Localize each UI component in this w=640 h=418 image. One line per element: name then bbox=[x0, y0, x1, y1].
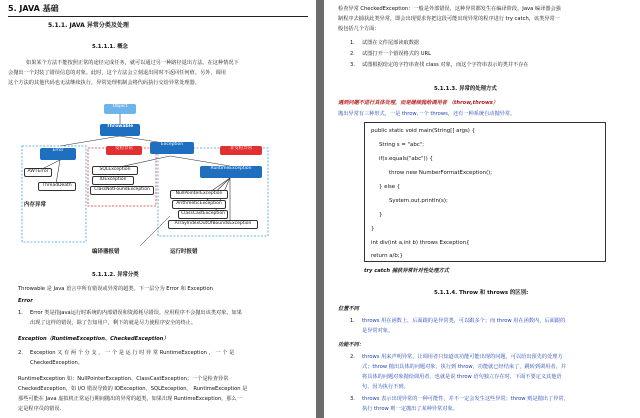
error-heading: Error bbox=[18, 298, 33, 304]
npe-box: NullPointerException bbox=[170, 190, 228, 199]
checked-item-number: 3. bbox=[350, 62, 355, 68]
code-line: if(s.equals("abc")) { bbox=[379, 156, 433, 162]
code-block bbox=[364, 122, 606, 262]
checked-item: 试图打开一个错误格式的 URL bbox=[362, 51, 432, 57]
code-line: throw new NumberFormatException(); bbox=[389, 170, 493, 176]
right-page bbox=[324, 0, 640, 418]
arithmetic-box: ArithmeticException bbox=[172, 200, 226, 209]
exception-heading: Exception（RuntimeException、CheckedException） bbox=[18, 336, 169, 342]
thread-death-box: ThreadDeath bbox=[38, 182, 76, 191]
error-line: Error 类是指java运行时系统的内部错误和资源耗尽错误。应用程序不会抛出该类对象。如果 bbox=[30, 310, 242, 316]
position-line: throws 用在函数上，后面跟的是异常类，可以跟多个；而 throw 用在函数内，后面跟的 bbox=[362, 318, 566, 324]
object-box: Object bbox=[104, 104, 136, 114]
function-item-number: 3. bbox=[350, 396, 355, 402]
io-exception-box: IOException bbox=[92, 176, 134, 185]
checked-line: 制程序去捕获此类异常，即会出现要求你把这段可能出现异常的程序进行 try catch，该类异常一 bbox=[338, 16, 560, 22]
checked-item: 试图根据给定的字符串查找 class 对象，而这个字符串表示的类并不存在 bbox=[362, 62, 529, 68]
function-line: throws 用来声明异常，让调用者只知道该功能可能出现的问题，可以给出预先的处理方 bbox=[362, 354, 563, 360]
code-line: public static void main(String[] args) { bbox=[371, 128, 476, 134]
error-line: 出现了这样的错误，除了告知用户，剩下的就是尽力使程序安全的终止。 bbox=[30, 320, 197, 326]
concept-line: 如果某个方法不能按照正常的途径完成任务，就可以通过另一种路径退出方法。在这种情况下 bbox=[26, 60, 239, 66]
types-intro: Throwable 是 Java 语言中所有错误或异常的超类。下一层分为 Error 和 Exception bbox=[18, 286, 213, 292]
function-heading: 功能不同： bbox=[338, 342, 364, 348]
code-line: int div(int a,int b) throws Exception{ bbox=[371, 240, 470, 246]
exception-box: Exception bbox=[150, 142, 194, 154]
code-line: } bbox=[379, 212, 383, 218]
code-line: System.out.println(s); bbox=[389, 198, 448, 204]
checked-line: 般包括几个方面： bbox=[338, 26, 380, 32]
position-item-number: 1. bbox=[350, 318, 355, 324]
class-not-found-box: ClassNotFoundException bbox=[90, 186, 154, 195]
checked-item-number: 2. bbox=[350, 51, 355, 57]
code-line: } bbox=[371, 226, 375, 232]
left-page bbox=[0, 0, 316, 418]
ways-heading: 遇到问题不进行具体处理，而是继续抛给调用者 （throw,throws） bbox=[338, 100, 499, 106]
sql-exception-box: SQLException bbox=[92, 166, 138, 175]
concept-heading: 5.1.1.1. 概念 bbox=[92, 44, 128, 50]
concept-line: 会抛出一个封装了错误信息的对象。此时，这个方法会立刻退出同时不返回任何值。另外，调用 bbox=[8, 70, 226, 76]
code-line: } else { bbox=[379, 184, 401, 190]
exception-line: CheckedException。 bbox=[30, 360, 83, 366]
diagram-connectors bbox=[20, 96, 280, 262]
try-catch-line: try catch 捕获异常针对性处理方式 bbox=[364, 268, 449, 274]
function-line: 句，因为执行不到。 bbox=[362, 384, 409, 390]
position-heading: 位置不同 bbox=[338, 306, 359, 312]
awt-error-box: AWTError bbox=[24, 168, 52, 177]
function-line: 式；throw 抛出具体的问题对象，执行到 throw，功能就已经结束了，跳转到调用者，并 bbox=[362, 364, 566, 370]
function-line: 将具体的问题对象抛给调用者。也就是说 throw 语句独立存在时，下面不要定义其他语 bbox=[362, 374, 562, 380]
exception-hierarchy-diagram bbox=[20, 96, 280, 262]
runtime-line: CheckedException，如 I/O 错误导致的 IOException、SQLException。 RuntimeException 是 bbox=[18, 386, 248, 392]
position-line: 是异常对象。 bbox=[362, 328, 394, 334]
checked-item: 试图在文件尾部读取数据 bbox=[362, 40, 420, 46]
exception-line: Exception 又 有 两 个 分 支 ， 一 个 是 运 行 时 异 常 RuntimeException ， 一 个 是 bbox=[30, 350, 235, 356]
checked-tag: 受检异常 bbox=[106, 146, 142, 155]
runtime-line: 定是程序员的错误. bbox=[18, 406, 62, 412]
subsection-title: 5.1.1. JAVA 异常分类及处理 bbox=[48, 22, 129, 29]
checked-line: 检查异常 CheckedException：一般是外部错误，这种异常都发生在编译阶段，Java 编译器会强 bbox=[338, 6, 561, 12]
error-item-number: 1. bbox=[18, 310, 23, 316]
runtime-line: RuntimeException 如：NullPointerException、ClassCastException；一个是检查异常 bbox=[18, 376, 229, 382]
concept-line: 这个方法的其他代码也无法继续执行，异常处理机制会将代码执行交给异常处理器。 bbox=[8, 80, 200, 86]
class-cast-box: ClassCastException bbox=[178, 210, 228, 219]
function-item-number: 2. bbox=[350, 354, 355, 360]
runtime-error-label: 运行时报错 bbox=[170, 249, 198, 255]
code-line: return a/b;} bbox=[371, 253, 403, 259]
function-line: throws 表示出现异常的一种可能性，并不一定会发生这些异常；throw 则是抛出了异常， bbox=[362, 396, 569, 402]
unchecked-tag: 非受检异常 bbox=[220, 146, 262, 155]
aioob-box: ArrayIndexOutOfBoundsException bbox=[168, 220, 258, 229]
types-heading: 5.1.1.2. 异常分类 bbox=[92, 272, 139, 278]
ways-intro: 抛出异常有三种形式，一是 throw,一个 throws，还有一种系统自动抛异常。 bbox=[338, 111, 516, 117]
compile-error-label: 编译器报错 bbox=[92, 249, 120, 255]
checked-item-number: 1. bbox=[350, 40, 355, 46]
internal-error-label: 内存异常 bbox=[24, 202, 47, 208]
function-line: 执行 throw 则一定抛出了某种异常对象。 bbox=[362, 406, 458, 412]
section-rule bbox=[8, 16, 308, 17]
section-title: 5. JAVA 基础 bbox=[8, 4, 59, 13]
error-box: Error bbox=[40, 148, 76, 160]
throw-throws-heading: 5.1.1.4. Throw 和 throws 的区别: bbox=[434, 290, 529, 296]
code-line: String s = "abc"; bbox=[379, 142, 425, 148]
runtime-line: 那些可能在 Java 虚拟机正常运行期间抛出的异常的超类。如果出现 RuntimeException，那么一 bbox=[18, 396, 242, 402]
exception-item-number: 2. bbox=[18, 350, 23, 356]
runtime-exception-box: RuntimeException bbox=[200, 166, 262, 178]
handling-heading: 5.1.1.3. 异常的处理方式 bbox=[434, 86, 497, 92]
throwable-box: Throwable bbox=[100, 124, 140, 136]
